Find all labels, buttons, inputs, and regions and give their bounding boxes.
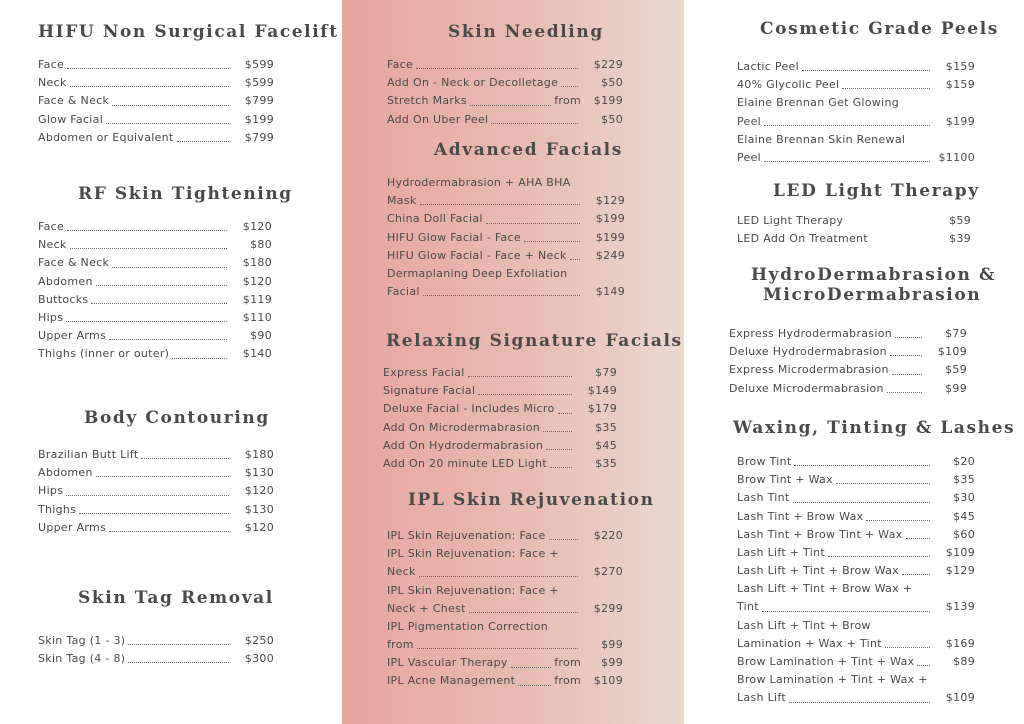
- dotted-leader: [66, 495, 229, 496]
- menu-item: [387, 174, 625, 210]
- item-price: $120: [244, 484, 274, 498]
- dotted-leader: [172, 358, 227, 359]
- dotted-leader: [486, 223, 580, 224]
- menu-item: [387, 56, 623, 74]
- menu-item: [38, 632, 274, 650]
- column-left: [0, 0, 342, 724]
- dotted-leader: [419, 576, 578, 577]
- item-name-line1: Dermaplaning Deep Exfoliation: [387, 266, 568, 280]
- item-name-line1: IPL Skin Rejuvenation: Face +: [387, 547, 559, 561]
- section-title-skin-tag: Skin Tag Removal: [78, 588, 274, 608]
- item-row-line2: [737, 149, 975, 167]
- item-price-qualifier: from: [554, 656, 581, 670]
- dotted-leader: [128, 644, 229, 645]
- menu-item: [38, 345, 272, 363]
- section-title-waxing: Waxing, Tinting & Lashes: [733, 418, 1016, 438]
- menu-item: [729, 343, 967, 361]
- item-price: $199: [244, 112, 274, 126]
- menu-item: [737, 617, 975, 653]
- dotted-leader: [518, 685, 551, 686]
- item-price: $180: [244, 447, 274, 461]
- dotted-leader: [866, 520, 930, 521]
- menu-item: [383, 400, 617, 418]
- menu-item: [737, 671, 975, 707]
- item-price: $80: [250, 238, 272, 252]
- item-name: Thighs (inner or outer): [38, 347, 170, 361]
- price-list-peels: [737, 58, 975, 167]
- item-price: $109: [945, 691, 975, 705]
- menu-item: [387, 210, 625, 228]
- dotted-leader: [828, 556, 930, 557]
- item-name: Lamination + Wax + Tint: [737, 636, 882, 650]
- menu-item: [737, 526, 975, 544]
- dotted-leader: [79, 513, 229, 514]
- section-title-needling: Skin Needling: [448, 22, 604, 42]
- item-price: $109: [593, 674, 623, 688]
- item-name: Brazilian Butt Lift: [38, 447, 139, 461]
- price-list-skin-tag: [38, 632, 274, 668]
- price-list-advanced: [387, 174, 625, 301]
- item-price: $599: [244, 76, 274, 90]
- item-name: Express Hydrodermabrasion: [729, 326, 892, 340]
- item-price: $130: [244, 502, 274, 516]
- dotted-leader: [570, 259, 580, 260]
- menu-item: [383, 437, 617, 455]
- item-name: Face & Neck: [38, 256, 110, 270]
- price-list-body: [38, 446, 274, 537]
- item-row-line2: [737, 689, 975, 707]
- item-name: Glow Facial: [38, 112, 104, 126]
- item-price: $299: [593, 601, 623, 615]
- item-row-line2: [737, 635, 975, 653]
- item-price: $39: [949, 232, 971, 246]
- dotted-leader: [917, 665, 930, 666]
- dotted-leader: [549, 539, 578, 540]
- item-name: Facial: [387, 285, 420, 299]
- section-title-peels: Cosmetic Grade Peels: [760, 19, 999, 39]
- dotted-leader: [546, 449, 572, 450]
- dotted-leader: [96, 476, 229, 477]
- dotted-leader: [550, 467, 572, 468]
- price-list-rf: [38, 218, 272, 364]
- item-name: Face: [387, 57, 414, 71]
- dotted-leader: [764, 161, 930, 162]
- item-price: $35: [595, 420, 617, 434]
- item-name: Hips: [38, 310, 64, 324]
- dotted-leader: [789, 702, 930, 703]
- item-price: $89: [953, 655, 975, 669]
- item-price: $129: [595, 194, 625, 208]
- dotted-leader: [902, 574, 930, 575]
- dotted-leader: [67, 68, 229, 69]
- menu-item: [38, 74, 274, 92]
- menu-item: [38, 92, 274, 110]
- item-name: Neck: [38, 238, 67, 252]
- menu-item: [737, 489, 975, 507]
- dotted-leader: [112, 267, 227, 268]
- item-name: Deluxe Hydrodermabrasion: [729, 345, 887, 359]
- item-name-line1: Lash Lift + Tint + Brow Wax +: [737, 582, 913, 596]
- item-row-line2: [387, 283, 625, 301]
- item-row-line2: [387, 563, 623, 581]
- item-row-line2: [387, 192, 625, 210]
- item-name: Face & Neck: [38, 94, 110, 108]
- menu-item: [38, 218, 272, 236]
- item-price: $35: [953, 473, 975, 487]
- menu-item: [38, 464, 274, 482]
- dotted-leader: [67, 230, 227, 231]
- item-name: Lash Lift + Tint: [737, 545, 825, 559]
- menu-item: [387, 74, 623, 92]
- dotted-leader: [66, 321, 227, 322]
- price-list-ipl: [387, 527, 623, 691]
- dotted-leader: [524, 241, 580, 242]
- item-name: Express Facial: [383, 365, 465, 379]
- dotted-leader: [112, 105, 229, 106]
- menu-item: [38, 291, 272, 309]
- item-name-line1: Lash Lift + Tint + Brow: [737, 618, 871, 632]
- menu-item: [387, 673, 623, 691]
- price-list-hifu: [38, 56, 274, 147]
- item-row-line2: [737, 113, 975, 131]
- item-price: $45: [595, 438, 617, 452]
- item-name: Brow Lamination + Tint + Wax: [737, 655, 915, 669]
- item-price: $79: [595, 365, 617, 379]
- section-title-relaxing: Relaxing Signature Facials: [386, 331, 683, 351]
- item-name: Lactic Peel: [737, 59, 799, 73]
- item-price: $199: [945, 114, 975, 128]
- dotted-leader: [423, 295, 580, 296]
- item-price-qualifier: from: [554, 94, 581, 108]
- dotted-leader: [890, 355, 922, 356]
- item-price: $59: [949, 213, 971, 227]
- dotted-leader: [478, 394, 572, 395]
- item-price: $270: [593, 565, 623, 579]
- item-name: LED Add On Treatment: [737, 232, 868, 246]
- item-name: Peel: [737, 114, 762, 128]
- item-name: Mask: [387, 194, 417, 208]
- item-price: $59: [945, 363, 967, 377]
- dotted-leader: [416, 68, 578, 69]
- menu-item: [737, 562, 975, 580]
- item-name: Add On Hydrodermabrasion: [383, 438, 544, 452]
- item-price: $99: [945, 381, 967, 395]
- dotted-leader: [802, 70, 930, 71]
- dotted-leader: [470, 105, 551, 106]
- item-name: China Doll Facial: [387, 212, 483, 226]
- item-price: $50: [601, 112, 623, 126]
- menu-item: [737, 94, 975, 130]
- price-list-relaxing: [383, 364, 617, 473]
- dotted-leader: [511, 667, 551, 668]
- menu-item: [737, 131, 975, 167]
- menu-item: [737, 508, 975, 526]
- item-price: $20: [953, 454, 975, 468]
- item-name: Face: [38, 57, 65, 71]
- menu-item: [737, 76, 975, 94]
- item-name: Deluxe Microdermabrasion: [729, 381, 884, 395]
- dotted-leader: [109, 339, 227, 340]
- menu-item: [729, 361, 967, 379]
- item-price: $79: [945, 326, 967, 340]
- item-price: $129: [945, 564, 975, 578]
- item-price: $249: [595, 248, 625, 262]
- item-name: Lash Tint: [737, 491, 790, 505]
- item-price: $90: [250, 329, 272, 343]
- menu-item: [737, 471, 975, 489]
- item-row-line2: [387, 636, 623, 654]
- item-name: Signature Facial: [383, 384, 476, 398]
- dotted-leader: [70, 86, 229, 87]
- item-price: $110: [242, 310, 272, 324]
- item-price: $199: [593, 94, 623, 108]
- item-price: $229: [593, 57, 623, 71]
- item-name-line1: IPL Pigmentation Correction: [387, 619, 549, 633]
- item-name: Lash Tint + Brow Tint + Wax: [737, 527, 903, 541]
- menu-item: [38, 254, 272, 272]
- menu-item: [38, 309, 272, 327]
- menu-item: [737, 544, 975, 562]
- item-name: Upper Arms: [38, 329, 107, 343]
- price-list-waxing: [737, 453, 975, 708]
- item-price: $30: [953, 491, 975, 505]
- menu-item: [38, 501, 274, 519]
- dotted-leader: [885, 647, 930, 648]
- item-name: Brow Tint + Wax: [737, 473, 833, 487]
- item-price: $120: [242, 219, 272, 233]
- menu-item: [387, 247, 625, 265]
- menu-item: [383, 419, 617, 437]
- dotted-leader: [420, 204, 580, 205]
- item-name: Deluxe Facial - Includes Micro: [383, 402, 555, 416]
- item-price: $220: [593, 528, 623, 542]
- menu-item: [383, 382, 617, 400]
- dotted-leader: [106, 123, 229, 124]
- item-price: $180: [242, 256, 272, 270]
- item-price: $45: [953, 509, 975, 523]
- item-price: $120: [244, 520, 274, 534]
- item-price: $109: [945, 545, 975, 559]
- item-name: Face: [38, 219, 65, 233]
- item-price: $99: [601, 656, 623, 670]
- dotted-leader: [491, 123, 578, 124]
- item-name: Neck: [387, 565, 416, 579]
- item-name-line1: Hydrodermabrasion + AHA BHA: [387, 176, 571, 189]
- menu-item: [737, 58, 975, 76]
- dotted-leader: [468, 376, 572, 377]
- item-price: $60: [953, 527, 975, 541]
- price-list-needling: [387, 56, 623, 129]
- dotted-leader: [558, 413, 573, 414]
- item-name: LED Light Therapy: [737, 213, 844, 227]
- menu-item: [387, 111, 623, 129]
- item-name: HIFU Glow Facial - Face: [387, 230, 521, 244]
- item-name: Hips: [38, 484, 64, 498]
- dotted-leader: [417, 648, 578, 649]
- menu-item: [387, 582, 623, 618]
- item-name: Buttocks: [38, 292, 89, 306]
- section-title-advanced: Advanced Facials: [434, 140, 623, 160]
- item-name: Neck + Chest: [387, 601, 466, 615]
- menu-item: [387, 527, 623, 545]
- item-name: IPL Acne Management: [387, 674, 516, 688]
- dotted-leader: [836, 483, 930, 484]
- item-price: $139: [945, 600, 975, 614]
- dotted-leader: [764, 125, 930, 126]
- menu-item: [38, 519, 274, 537]
- item-name-line1: IPL Skin Rejuvenation: Face +: [387, 583, 559, 597]
- section-title-body: Body Contouring: [84, 408, 270, 428]
- item-name: Add On - Neck or Decolletage: [387, 76, 559, 90]
- item-price: $140: [242, 347, 272, 361]
- section-title-hifu: HIFU Non Surgical Facelift: [38, 22, 339, 42]
- item-price: $199: [595, 230, 625, 244]
- menu-item: [387, 229, 625, 247]
- menu-item: [387, 545, 623, 581]
- item-price: $35: [595, 456, 617, 470]
- section-title-hydro-line2: MicroDermabrasion: [763, 285, 982, 305]
- dotted-leader: [543, 431, 572, 432]
- dotted-leader: [141, 458, 229, 459]
- item-price: $50: [601, 76, 623, 90]
- item-name: Thighs: [38, 502, 77, 516]
- item-price: $130: [244, 466, 274, 480]
- menu-item: [387, 92, 623, 110]
- item-name: Lash Tint + Brow Wax: [737, 509, 864, 523]
- item-name: Abdomen: [38, 274, 93, 288]
- menu-item: [38, 650, 274, 668]
- item-name: Lash Lift + Tint + Brow Wax: [737, 564, 899, 578]
- dotted-leader: [70, 248, 227, 249]
- menu-item: [383, 455, 617, 473]
- item-name: Skin Tag (1 - 3): [38, 633, 126, 647]
- dotted-leader: [128, 662, 229, 663]
- item-name: Brow Tint: [737, 454, 792, 468]
- section-title-hydro-line1: HydroDermabrasion &: [751, 265, 996, 285]
- section-title-led: LED Light Therapy: [773, 181, 980, 201]
- item-name: Lash Lift: [737, 691, 786, 705]
- item-name-line1: Elaine Brennan Get Glowing: [737, 96, 900, 110]
- dotted-leader: [177, 141, 229, 142]
- item-name: Add On Microdermabrasion: [383, 420, 540, 434]
- item-price: $799: [244, 130, 274, 144]
- item-name: Abdomen: [38, 466, 93, 480]
- item-price: $120: [242, 274, 272, 288]
- dotted-leader: [762, 611, 930, 612]
- item-name: HIFU Glow Facial - Face + Neck: [387, 248, 567, 262]
- menu-item: [38, 327, 272, 345]
- item-price: $300: [244, 652, 274, 666]
- item-price: $599: [244, 57, 274, 71]
- menu-item: [387, 265, 625, 301]
- item-price: $799: [244, 94, 274, 108]
- item-price: $159: [945, 78, 975, 92]
- item-name: from: [387, 638, 414, 652]
- item-name-line1: Elaine Brennan Skin Renewal: [737, 132, 906, 146]
- menu-item: [737, 453, 975, 471]
- item-price: $179: [587, 402, 617, 416]
- item-name: Express Microdermabrasion: [729, 363, 889, 377]
- item-name: Tint: [737, 600, 759, 614]
- dotted-leader: [895, 337, 922, 338]
- item-price: $1100: [938, 150, 975, 164]
- item-name: Peel: [737, 150, 762, 164]
- dotted-leader: [887, 392, 922, 393]
- dotted-leader: [109, 531, 229, 532]
- menu-item: [38, 482, 274, 500]
- column-right: [684, 0, 1024, 724]
- menu-item: [737, 230, 971, 248]
- dotted-leader: [842, 88, 930, 89]
- section-title-ipl: IPL Skin Rejuvenation: [408, 490, 655, 510]
- item-name: Upper Arms: [38, 520, 107, 534]
- item-price: $199: [595, 212, 625, 226]
- section-title-rf: RF Skin Tightening: [78, 184, 293, 204]
- menu-item: [38, 56, 274, 74]
- item-row-line2: [737, 599, 975, 617]
- item-name: Skin Tag (4 - 8): [38, 652, 126, 666]
- item-name: Neck: [38, 76, 67, 90]
- item-name: Add On Uber Peel: [387, 112, 489, 126]
- dotted-leader: [91, 303, 227, 304]
- item-price: $109: [937, 345, 967, 359]
- item-name: 40% Glycolic Peel: [737, 78, 840, 92]
- menu-item: [387, 654, 623, 672]
- price-list-led: [737, 212, 971, 248]
- item-price: $149: [595, 285, 625, 299]
- menu-item: [737, 212, 971, 230]
- item-name-line1: Brow Lamination + Tint + Wax +: [737, 673, 928, 687]
- dotted-leader: [794, 465, 930, 466]
- menu-item: [38, 236, 272, 254]
- menu-item: [729, 325, 967, 343]
- item-name: Add On 20 minute LED Light: [383, 456, 548, 470]
- dotted-leader: [906, 538, 930, 539]
- item-name: Abdomen or Equivalent: [38, 130, 174, 144]
- menu-item: [38, 111, 274, 129]
- item-name: IPL Vascular Therapy: [387, 656, 508, 670]
- dotted-leader: [892, 374, 922, 375]
- menu-item: [38, 129, 274, 147]
- item-price-qualifier: from: [554, 674, 581, 688]
- item-price: $169: [945, 636, 975, 650]
- item-price: $159: [945, 59, 975, 73]
- item-name: Stretch Marks: [387, 94, 467, 108]
- item-name: IPL Skin Rejuvenation: Face: [387, 528, 546, 542]
- column-middle: [342, 0, 684, 724]
- item-row-line2: [387, 600, 623, 618]
- dotted-leader: [96, 285, 227, 286]
- menu-item: [38, 446, 274, 464]
- menu-item: [729, 380, 967, 398]
- menu-item: [38, 273, 272, 291]
- dotted-leader: [561, 86, 578, 87]
- dotted-leader: [469, 612, 578, 613]
- item-price: $119: [242, 292, 272, 306]
- dotted-leader: [793, 502, 931, 503]
- item-price: $250: [244, 633, 274, 647]
- item-price: $149: [587, 384, 617, 398]
- menu-item: [383, 364, 617, 382]
- price-list-hydro: [729, 325, 967, 398]
- menu-item: [737, 580, 975, 616]
- menu-item: [387, 618, 623, 654]
- menu-item: [737, 653, 975, 671]
- item-price: $99: [601, 638, 623, 652]
